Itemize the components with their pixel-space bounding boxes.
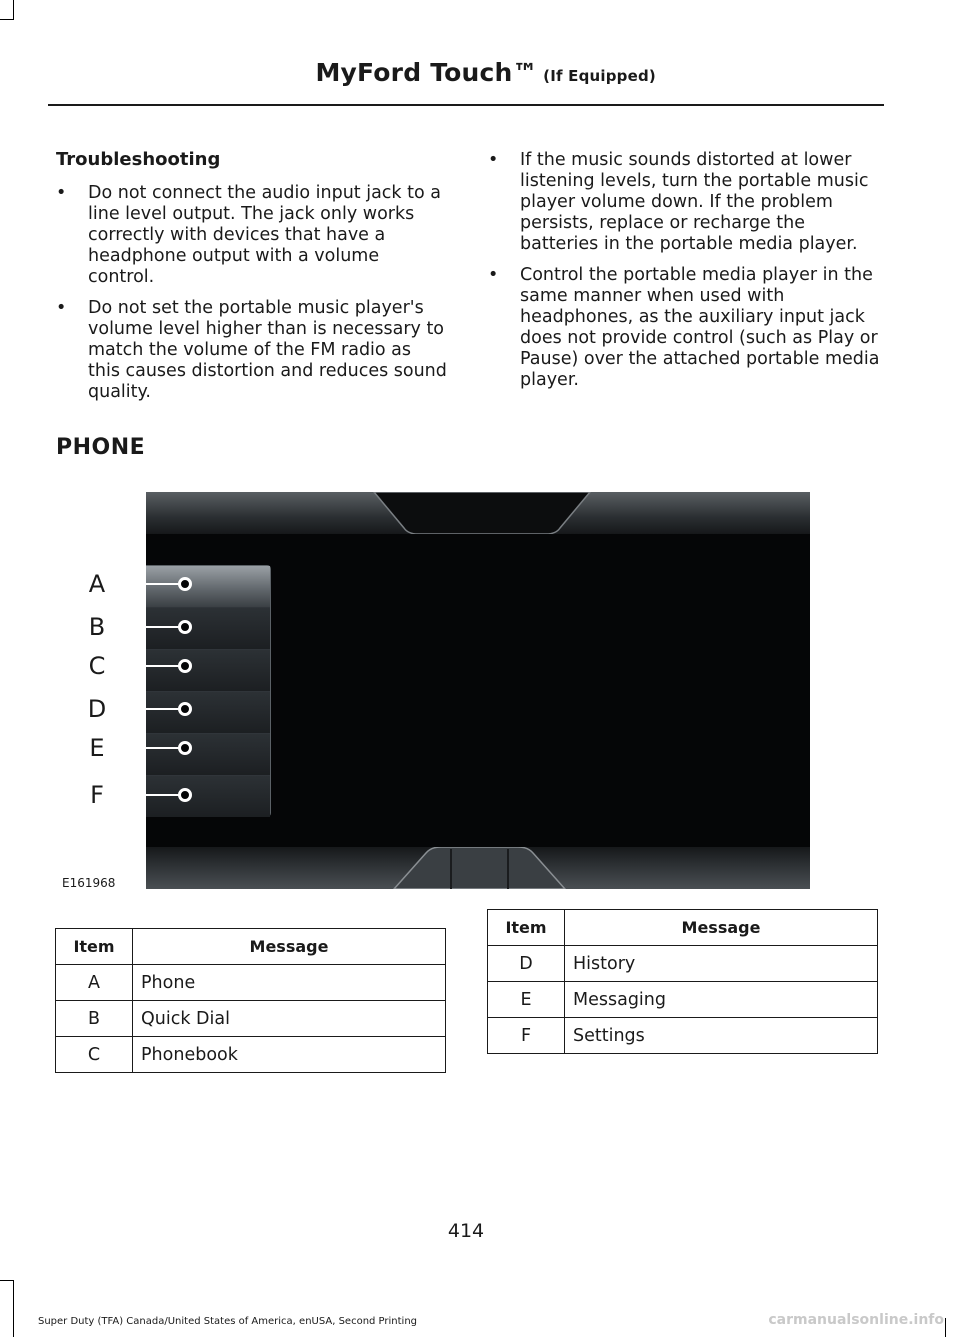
table-header-row — [488, 910, 878, 946]
phone-menu-panel — [146, 565, 271, 817]
callout-dot — [178, 577, 192, 591]
crop-mark — [13, 1280, 14, 1337]
bullet-text: Do not set the portable music player's volume level higher than is necessary to match the volume of the FM radio as this causes distortion and reduces sound quality. — [88, 298, 447, 402]
callout-dot — [178, 788, 192, 802]
page-number: 414 — [447, 1220, 485, 1242]
bullet-text: Do not connect the audio input jack to a line level output. The jack only works correctly with devices that have a headphone output with a volume control. — [88, 183, 441, 287]
column-header-item: Item — [488, 910, 565, 946]
callout-label-a: A — [88, 570, 106, 598]
callout-label-d: D — [87, 695, 107, 723]
bullet-text: Control the portable media player in the same manner when used with headphones, as the auxiliary input jack does not provide control (such as Play or Pause) over the attached portable media player. — [520, 265, 880, 390]
top-bar-notch — [146, 492, 810, 534]
table-row — [488, 946, 878, 982]
column-header-message: Message — [565, 910, 878, 946]
figure-code: E161968 — [62, 876, 116, 890]
callout-line — [118, 665, 182, 667]
troubleshooting-right-column — [488, 150, 880, 401]
item-cell: D — [488, 946, 565, 982]
bullet-item — [56, 183, 448, 288]
screen-top-bar — [146, 492, 810, 534]
message-cell: History — [565, 946, 878, 982]
message-cell: Phonebook — [133, 1037, 446, 1073]
table-row — [56, 1001, 446, 1037]
table-row — [56, 965, 446, 1001]
menu-item-history[interactable] — [146, 692, 270, 734]
column-header-item: Item — [56, 929, 133, 965]
bullet-symbol: • — [488, 265, 499, 285]
callout-line — [118, 708, 182, 710]
crop-mark — [0, 19, 14, 20]
bullet-item — [488, 265, 880, 391]
bullet-item — [488, 150, 880, 255]
callout-line — [118, 794, 182, 796]
item-cell: F — [488, 1018, 565, 1054]
message-cell: Quick Dial — [133, 1001, 446, 1037]
crop-mark — [945, 1318, 946, 1337]
header-rule — [48, 104, 884, 106]
footer-text: Super Duty (TFA) Canada/United States of America, enUSA, Second Printing — [38, 1316, 418, 1327]
item-cell: B — [56, 1001, 133, 1037]
callout-label-b: B — [88, 613, 106, 641]
troubleshooting-left-column — [56, 150, 448, 413]
callout-label-f: F — [90, 781, 104, 809]
callout-line — [118, 583, 182, 585]
callout-label-e: E — [89, 734, 105, 762]
message-table-left — [55, 928, 446, 1073]
item-cell: C — [56, 1037, 133, 1073]
message-cell: Messaging — [565, 982, 878, 1018]
callout-line — [118, 747, 182, 749]
menu-item-settings[interactable] — [146, 776, 270, 817]
bullet-text: If the music sounds distorted at lower listening levels, turn the portable music player volume down. If the problem persists, replace or recharge the batteries in the portable media player. — [520, 150, 869, 254]
callout-dot — [178, 620, 192, 634]
bottom-bar-notch — [146, 847, 810, 889]
menu-item-messaging[interactable] — [146, 734, 270, 776]
table-row — [56, 1037, 446, 1073]
callout-dot — [178, 741, 192, 755]
menu-item-phonebook[interactable] — [146, 650, 270, 692]
callout-line — [118, 626, 182, 628]
menu-item-phone[interactable] — [146, 566, 270, 608]
bullet-symbol: • — [488, 150, 499, 170]
header-subtitle: (If Equipped) — [537, 67, 656, 85]
message-cell: Phone — [133, 965, 446, 1001]
item-cell: E — [488, 982, 565, 1018]
table-row — [488, 982, 878, 1018]
bullet-item — [56, 298, 448, 403]
bullet-symbol: • — [56, 298, 67, 318]
callout-dot — [178, 659, 192, 673]
screen-bottom-bar — [146, 847, 810, 889]
table-row — [488, 1018, 878, 1054]
watermark: carmanualsonline.info — [768, 1312, 944, 1328]
menu-item-quick-dial[interactable] — [146, 608, 270, 650]
page-header — [315, 58, 656, 87]
crop-mark — [13, 0, 14, 20]
crop-mark — [0, 1280, 14, 1281]
message-table-right — [487, 909, 878, 1054]
header-title: MyFord Touch™ — [315, 58, 538, 87]
section-title-phone: PHONE — [56, 435, 146, 460]
column-header-message: Message — [133, 929, 446, 965]
callout-label-c: C — [88, 652, 106, 680]
callout-dot — [178, 702, 192, 716]
message-cell: Settings — [565, 1018, 878, 1054]
table-header-row — [56, 929, 446, 965]
item-cell: A — [56, 965, 133, 1001]
bullet-symbol: • — [56, 183, 67, 203]
troubleshooting-heading: Troubleshooting — [56, 149, 221, 170]
phone-screen-illustration — [146, 492, 810, 889]
